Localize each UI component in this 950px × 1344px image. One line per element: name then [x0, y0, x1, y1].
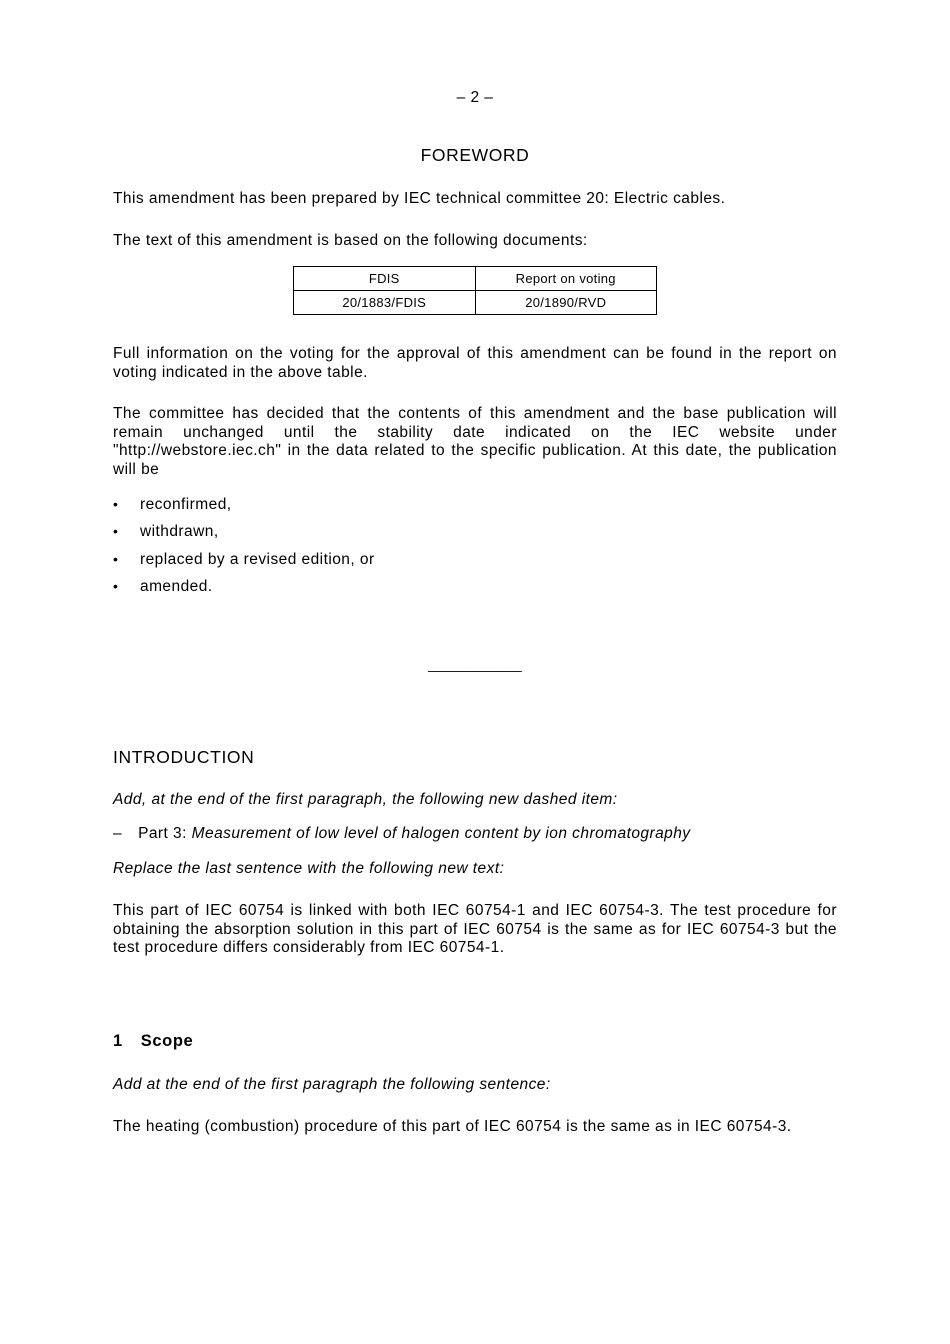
- scope-title: Scope: [140, 1032, 194, 1050]
- introduction-title: INTRODUCTION: [113, 747, 255, 767]
- bullet-text: withdrawn,: [140, 523, 219, 540]
- bullet-icon: •: [113, 496, 119, 512]
- table-header-fdis: FDIS: [294, 267, 476, 291]
- introduction-dash-item: [113, 825, 691, 843]
- introduction-new-text: This part of IEC 60754 is linked with both IEC 60754-1 and IEC 60754-3. The test procedure for obtaining the absorption solution in this part of IEC 60754 is the same as for IEC 60754-3 but the test procedure differs considerably from IEC 60754-1.: [113, 902, 837, 956]
- table-header-report: Report on voting: [475, 267, 657, 291]
- bullet-icon: •: [113, 523, 119, 539]
- table-row: [294, 291, 657, 315]
- foreword-title: FOREWORD: [420, 145, 530, 165]
- scope-sentence: The heating (combustion) procedure of this part of IEC 60754 is the same as in IEC 60754-3.: [113, 1118, 792, 1135]
- bullet-icon: •: [113, 551, 119, 567]
- foreword-committee-decided: The committee has decided that the contents of this amendment and the base publication will remain unchanged until the stability date indicated on the IEC website under "http://webstore.iec.ch" in the data related to the specific publication. At this date, the publication will be: [113, 405, 837, 478]
- bullet-text: reconfirmed,: [140, 496, 232, 513]
- dash-item-prefix: Part 3:: [138, 825, 192, 842]
- dash-marker: –: [113, 825, 123, 842]
- bullet-icon: •: [113, 578, 119, 594]
- foreword-full-info: Full information on the voting for the approval of this amendment can be found in the report on voting indicated in the above table.: [113, 345, 837, 381]
- introduction-instruction-2: Replace the last sentence with the following new text:: [113, 860, 505, 877]
- table-cell-fdis: 20/1883/FDIS: [294, 291, 476, 315]
- voting-documents-table: [293, 266, 657, 315]
- bullet-text: replaced by a revised edition, or: [140, 551, 375, 568]
- introduction-instruction-1: Add, at the end of the first paragraph, the following new dashed item:: [113, 791, 618, 808]
- table-header-row: [294, 267, 657, 291]
- foreword-based-on: The text of this amendment is based on the following documents:: [113, 232, 588, 249]
- scope-heading: [113, 1032, 837, 1051]
- bullet-text: amended.: [140, 578, 213, 595]
- foreword-prepared-by: This amendment has been prepared by IEC technical committee 20: Electric cables.: [113, 190, 726, 207]
- scope-number: 1: [113, 1032, 123, 1050]
- table-cell-rvd: 20/1890/RVD: [475, 291, 657, 315]
- dash-item-text: Measurement of low level of halogen content by ion chromatography: [191, 825, 691, 842]
- scope-instruction: Add at the end of the first paragraph the following sentence:: [113, 1076, 551, 1093]
- section-separator: ____________: [428, 656, 522, 672]
- page-number: – 2 –: [456, 89, 494, 106]
